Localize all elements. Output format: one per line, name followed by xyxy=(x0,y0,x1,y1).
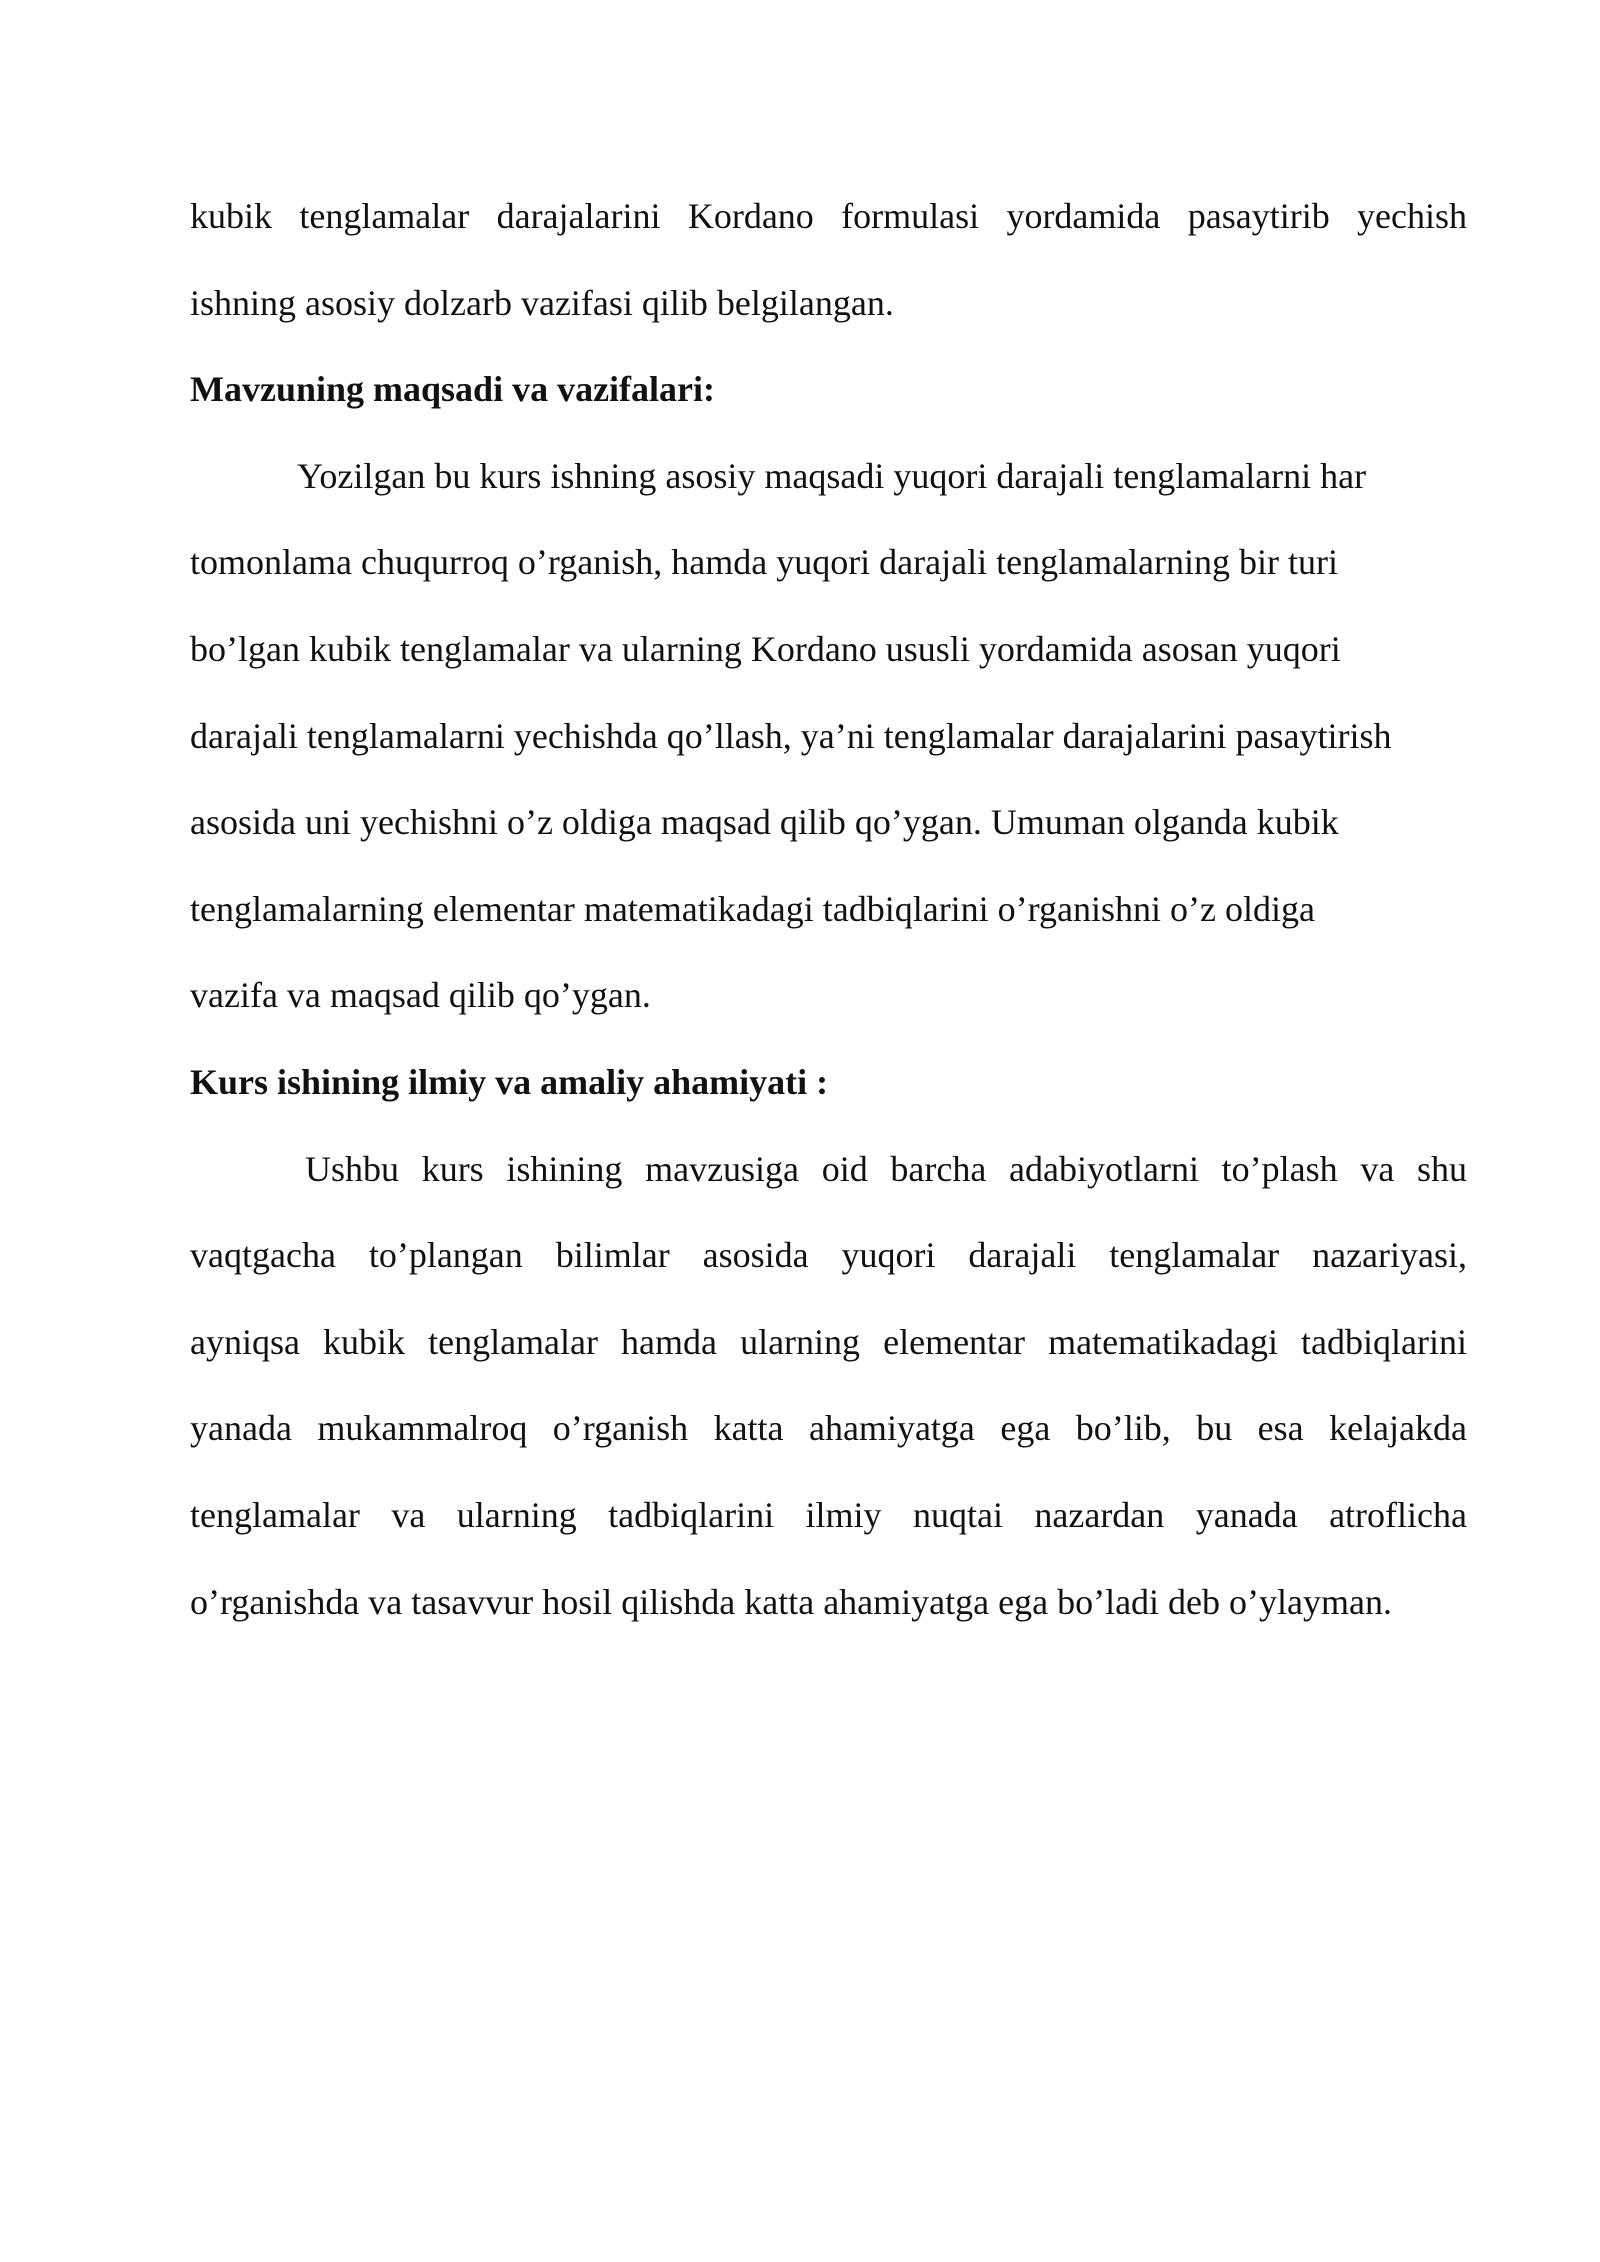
section-heading-significance: Kurs ishining ilmiy va amaliy ahamiyati : xyxy=(190,1061,829,1102)
paragraph-line: o’rganishda va tasavvur hosil qilishda katta ahamiyatga ega bo’ladi deb o’ylayman. xyxy=(190,1581,1392,1622)
paragraph-line: asosida uni yechishni o’z oldiga maqsad qilib qo’ygan. Umuman olganda kubik xyxy=(190,802,1339,843)
paragraph-line: ayniqsa kubik tenglamalar hamda ularning elementar matematikadagi tadbiqlarini xyxy=(190,1321,1467,1362)
paragraph-line: yanada mukammalroq o’rganish katta ahamiyatga ega bo’lib, bu esa kelajakda xyxy=(190,1408,1467,1449)
paragraph-line: kubik tenglamalar darajalarini Kordano formulasi yordamida pasaytirib yechish xyxy=(190,196,1467,236)
paragraph-line: darajali tenglamalarni yechishda qo’llash, ya’ni tenglamalar darajalarini pasaytirish xyxy=(190,715,1392,756)
paragraph-line: tomonlama chuqurroq o’rganish, hamda yuqori darajali tenglamalarning bir turi xyxy=(190,542,1339,583)
paragraph-line: Yozilgan bu kurs ishning asosiy maqsadi yuqori darajali tenglamalarni har xyxy=(297,455,1367,496)
paragraph-line: tenglamalar va ularning tadbiqlarini ilmiy nuqtai nazardan yanada atroflicha xyxy=(190,1494,1467,1535)
section-heading-goals: Mavzuning maqsadi va vazifalari: xyxy=(190,369,716,410)
paragraph-line: vazifa va maqsad qilib qo’ygan. xyxy=(190,975,651,1016)
document-body xyxy=(190,180,1467,1652)
paragraph-line: Ushbu kurs ishining mavzusiga oid barcha adabiyotlarni to’plash va shu xyxy=(305,1148,1467,1189)
paragraph-line: bo’lgan kubik tenglamalar va ularning Kordano ususli yordamida asosan yuqori xyxy=(190,628,1341,669)
paragraph-line: vaqtgacha to’plangan bilimlar asosida yuqori darajali tenglamalar nazariyasi, xyxy=(190,1235,1467,1276)
paragraph-line: tenglamalarning elementar matematikadagi tadbiqlarini o’rganishni o’z oldiga xyxy=(190,888,1315,929)
paragraph-line: ishning asosiy dolzarb vazifasi qilib belgilangan. xyxy=(190,282,894,323)
